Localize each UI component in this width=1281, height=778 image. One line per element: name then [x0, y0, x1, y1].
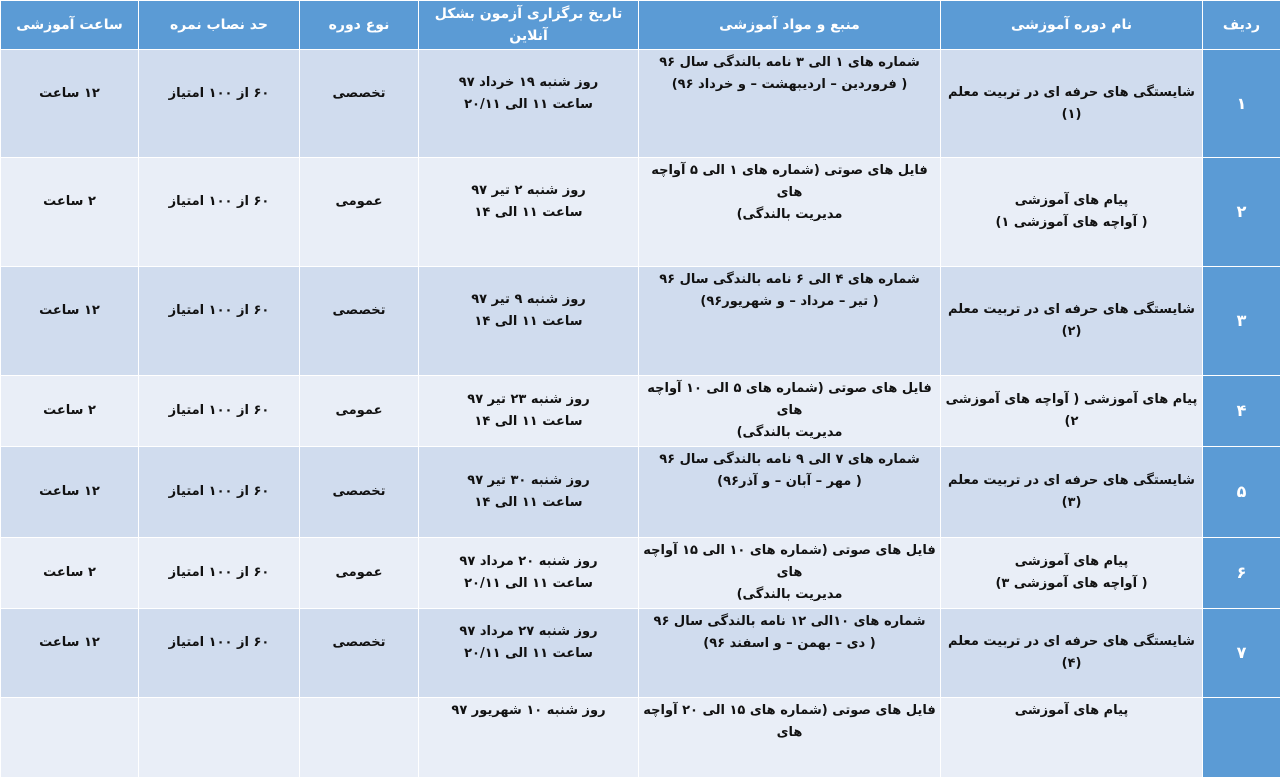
exam-date-cell: روز شنبه ۲۳ تیر ۹۷ ساعت ۱۱ الی ۱۴: [419, 376, 639, 447]
hours-cell: ۱۲ ساعت: [1, 609, 139, 698]
header-course-type: نوع دوره: [300, 1, 419, 50]
source-cell: شماره های ۱ الی ۳ نامه بالندگی سال ۹۶ ( فروردین – اردیبهشت – و خرداد ۹۶): [639, 50, 941, 158]
course-name-cell: شایستگی های حرفه ای در تربیت معلم (۱): [941, 50, 1203, 158]
hours-cell: ۱۲ ساعت: [1, 267, 139, 376]
course-type-cell: تخصصی: [300, 267, 419, 376]
course-type-cell: [300, 698, 419, 778]
course-type-cell: عمومی: [300, 376, 419, 447]
passing-score-cell: ۶۰ از ۱۰۰ امتیاز: [139, 538, 300, 609]
row-number: [1203, 698, 1281, 778]
course-type-cell: تخصصی: [300, 609, 419, 698]
passing-score-cell: ۶۰ از ۱۰۰ امتیاز: [139, 376, 300, 447]
source-cell: فایل های صوتی (شماره های ۱ الی ۵ آواچه های مدیریت بالندگی): [639, 158, 941, 267]
passing-score-cell: ۶۰ از ۱۰۰ امتیاز: [139, 50, 300, 158]
course-name-cell: پیام های آموزشی ( آواچه های آموزشی ۲): [941, 376, 1203, 447]
row-number: ۵: [1203, 447, 1281, 538]
hours-cell: ۲ ساعت: [1, 376, 139, 447]
row-number: ۷: [1203, 609, 1281, 698]
course-name-cell: شایستگی های حرفه ای در تربیت معلم (۲): [941, 267, 1203, 376]
row-number: ۲: [1203, 158, 1281, 267]
table-row: [1, 50, 1281, 158]
table-row: [1, 158, 1281, 267]
passing-score-cell: ۶۰ از ۱۰۰ امتیاز: [139, 267, 300, 376]
hours-cell: ۱۲ ساعت: [1, 447, 139, 538]
header-hours: ساعت آموزشی: [1, 1, 139, 50]
source-cell: فایل های صوتی (شماره های ۵ الی ۱۰ آواچه های مدیریت بالندگی): [639, 376, 941, 447]
course-type-cell: تخصصی: [300, 447, 419, 538]
header-source: منبع و مواد آموزشی: [639, 1, 941, 50]
table-row: [1, 698, 1281, 778]
header-passing-score: حد نصاب نمره: [139, 1, 300, 50]
source-cell: شماره های ۷ الی ۹ نامه بالندگی سال ۹۶ ( مهر – آبان – و آذر۹۶): [639, 447, 941, 538]
table-row: [1, 609, 1281, 698]
hours-cell: ۱۲ ساعت: [1, 50, 139, 158]
passing-score-cell: [139, 698, 300, 778]
course-type-cell: عمومی: [300, 158, 419, 267]
row-number: ۴: [1203, 376, 1281, 447]
course-type-cell: تخصصی: [300, 50, 419, 158]
source-cell: شماره های ۱۰الی ۱۲ نامه بالندگی سال ۹۶ ( دی – بهمن – و اسفند ۹۶): [639, 609, 941, 698]
table-row: [1, 267, 1281, 376]
passing-score-cell: ۶۰ از ۱۰۰ امتیاز: [139, 609, 300, 698]
source-cell: فایل های صوتی (شماره های ۱۰ الی ۱۵ آواچه های مدیریت بالندگی): [639, 538, 941, 609]
table-row: [1, 538, 1281, 609]
passing-score-cell: ۶۰ از ۱۰۰ امتیاز: [139, 447, 300, 538]
course-name-cell: پیام های آموزشی: [941, 698, 1203, 778]
course-name-cell: پیام های آموزشی ( آواچه های آموزشی ۱): [941, 158, 1203, 267]
source-cell: شماره های ۴ الی ۶ نامه بالندگی سال ۹۶ ( تیر – مرداد – و شهریور۹۶): [639, 267, 941, 376]
row-number: ۳: [1203, 267, 1281, 376]
exam-date-cell: روز شنبه ۳۰ تیر ۹۷ ساعت ۱۱ الی ۱۴: [419, 447, 639, 538]
hours-cell: [1, 698, 139, 778]
table-row: [1, 376, 1281, 447]
header-row-no: ردیف: [1203, 1, 1281, 50]
header-course-name: نام دوره آموزشی: [941, 1, 1203, 50]
exam-date-cell: روز شنبه ۲۰ مرداد ۹۷ ساعت ۱۱ الی ۲۰/۱۱: [419, 538, 639, 609]
exam-date-cell: روز شنبه ۱۰ شهریور ۹۷: [419, 698, 639, 778]
table-row: [1, 447, 1281, 538]
source-cell: فایل های صوتی (شماره های ۱۵ الی ۲۰ آواچه های: [639, 698, 941, 778]
passing-score-cell: ۶۰ از ۱۰۰ امتیاز: [139, 158, 300, 267]
course-type-cell: عمومی: [300, 538, 419, 609]
hours-cell: ۲ ساعت: [1, 538, 139, 609]
exam-date-cell: روز شنبه ۹ تیر ۹۷ ساعت ۱۱ الی ۱۴: [419, 267, 639, 376]
course-name-cell: پیام های آموزشی ( آواچه های آموزشی ۳): [941, 538, 1203, 609]
row-number: ۶: [1203, 538, 1281, 609]
course-name-cell: شایستگی های حرفه ای در تربیت معلم (۳): [941, 447, 1203, 538]
exam-date-cell: روز شنبه ۲ تیر ۹۷ ساعت ۱۱ الی ۱۴: [419, 158, 639, 267]
hours-cell: ۲ ساعت: [1, 158, 139, 267]
exam-date-cell: روز شنبه ۱۹ خرداد ۹۷ ساعت ۱۱ الی ۲۰/۱۱: [419, 50, 639, 158]
header-exam-date: تاریخ برگزاری آزمون بشکل آنلاین: [419, 1, 639, 50]
header-row: [1, 1, 1281, 50]
exam-date-cell: روز شنبه ۲۷ مرداد ۹۷ ساعت ۱۱ الی ۲۰/۱۱: [419, 609, 639, 698]
row-number: ۱: [1203, 50, 1281, 158]
course-name-cell: شایستگی های حرفه ای در تربیت معلم (۴): [941, 609, 1203, 698]
